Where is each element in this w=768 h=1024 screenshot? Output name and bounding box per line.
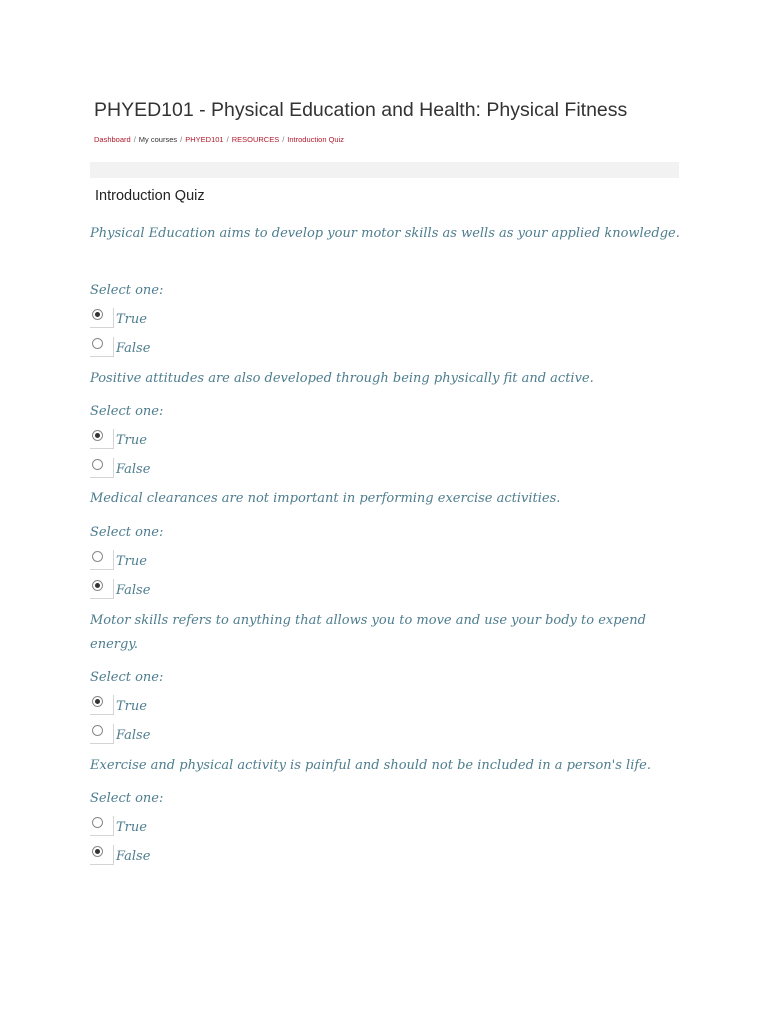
question-2-option-true[interactable] xyxy=(90,429,210,451)
question-1-option-true[interactable] xyxy=(90,308,210,330)
question-3-text: Medical clearances are not important in performing exercise activities. xyxy=(90,491,561,506)
option-label: True xyxy=(116,699,147,714)
question-3-option-false[interactable] xyxy=(90,579,210,601)
question-3-select-label: Select one: xyxy=(90,525,164,540)
question-1-select-label: Select one: xyxy=(90,283,164,298)
question-3-option-true[interactable] xyxy=(90,550,210,572)
breadcrumb-separator: / xyxy=(133,135,136,144)
breadcrumb-separator: / xyxy=(226,135,229,144)
question-2-select-label: Select one: xyxy=(90,404,164,419)
radio-button[interactable] xyxy=(92,580,103,591)
question-1-option-false[interactable] xyxy=(90,337,210,359)
radio-button[interactable] xyxy=(92,551,103,562)
breadcrumb-course[interactable]: PHYED101 xyxy=(185,135,224,144)
question-2-text: Positive attitudes are also developed through being physically fit and active. xyxy=(90,371,594,386)
question-4-text: Motor skills refers to anything that allows you to move and use your body to expend energy. xyxy=(90,613,646,652)
quiz-title: Introduction Quiz xyxy=(95,188,205,204)
breadcrumb-dashboard[interactable]: Dashboard xyxy=(94,135,131,144)
radio-button[interactable] xyxy=(92,430,103,441)
breadcrumb-introduction-quiz[interactable]: Introduction Quiz xyxy=(287,135,344,144)
header-bar xyxy=(90,162,679,178)
radio-button[interactable] xyxy=(92,696,103,707)
breadcrumb-my-courses[interactable]: My courses xyxy=(138,135,178,144)
question-2-option-false[interactable] xyxy=(90,458,210,480)
question-5-option-false[interactable] xyxy=(90,845,210,867)
radio-button[interactable] xyxy=(92,846,103,857)
question-4-option-true[interactable] xyxy=(90,695,210,717)
option-label: False xyxy=(116,462,151,477)
breadcrumb-resources[interactable]: RESOURCES xyxy=(231,135,280,144)
course-title: PHYED101 - Physical Education and Health: Physical Fitness xyxy=(94,99,628,121)
radio-button[interactable] xyxy=(92,338,103,349)
option-label: True xyxy=(116,312,147,327)
breadcrumb xyxy=(94,135,344,144)
question-5-text: Exercise and physical activity is painful and should not be included in a person's life. xyxy=(90,758,652,773)
question-1-text: Physical Education aims to develop your motor skills as wells as your applied knowledge. xyxy=(90,226,680,241)
option-label: False xyxy=(116,583,151,598)
option-label: True xyxy=(116,820,147,835)
question-4-option-false[interactable] xyxy=(90,724,210,746)
option-label: False xyxy=(116,341,151,356)
breadcrumb-separator: / xyxy=(282,135,285,144)
radio-button[interactable] xyxy=(92,817,103,828)
option-label: True xyxy=(116,433,147,448)
radio-button[interactable] xyxy=(92,725,103,736)
option-label: False xyxy=(116,728,151,743)
option-label: True xyxy=(116,554,147,569)
question-4-select-label: Select one: xyxy=(90,670,164,685)
question-5-option-true[interactable] xyxy=(90,816,210,838)
breadcrumb-separator: / xyxy=(180,135,183,144)
radio-button[interactable] xyxy=(92,309,103,320)
question-5-select-label: Select one: xyxy=(90,791,164,806)
radio-button[interactable] xyxy=(92,459,103,470)
option-label: False xyxy=(116,849,151,864)
